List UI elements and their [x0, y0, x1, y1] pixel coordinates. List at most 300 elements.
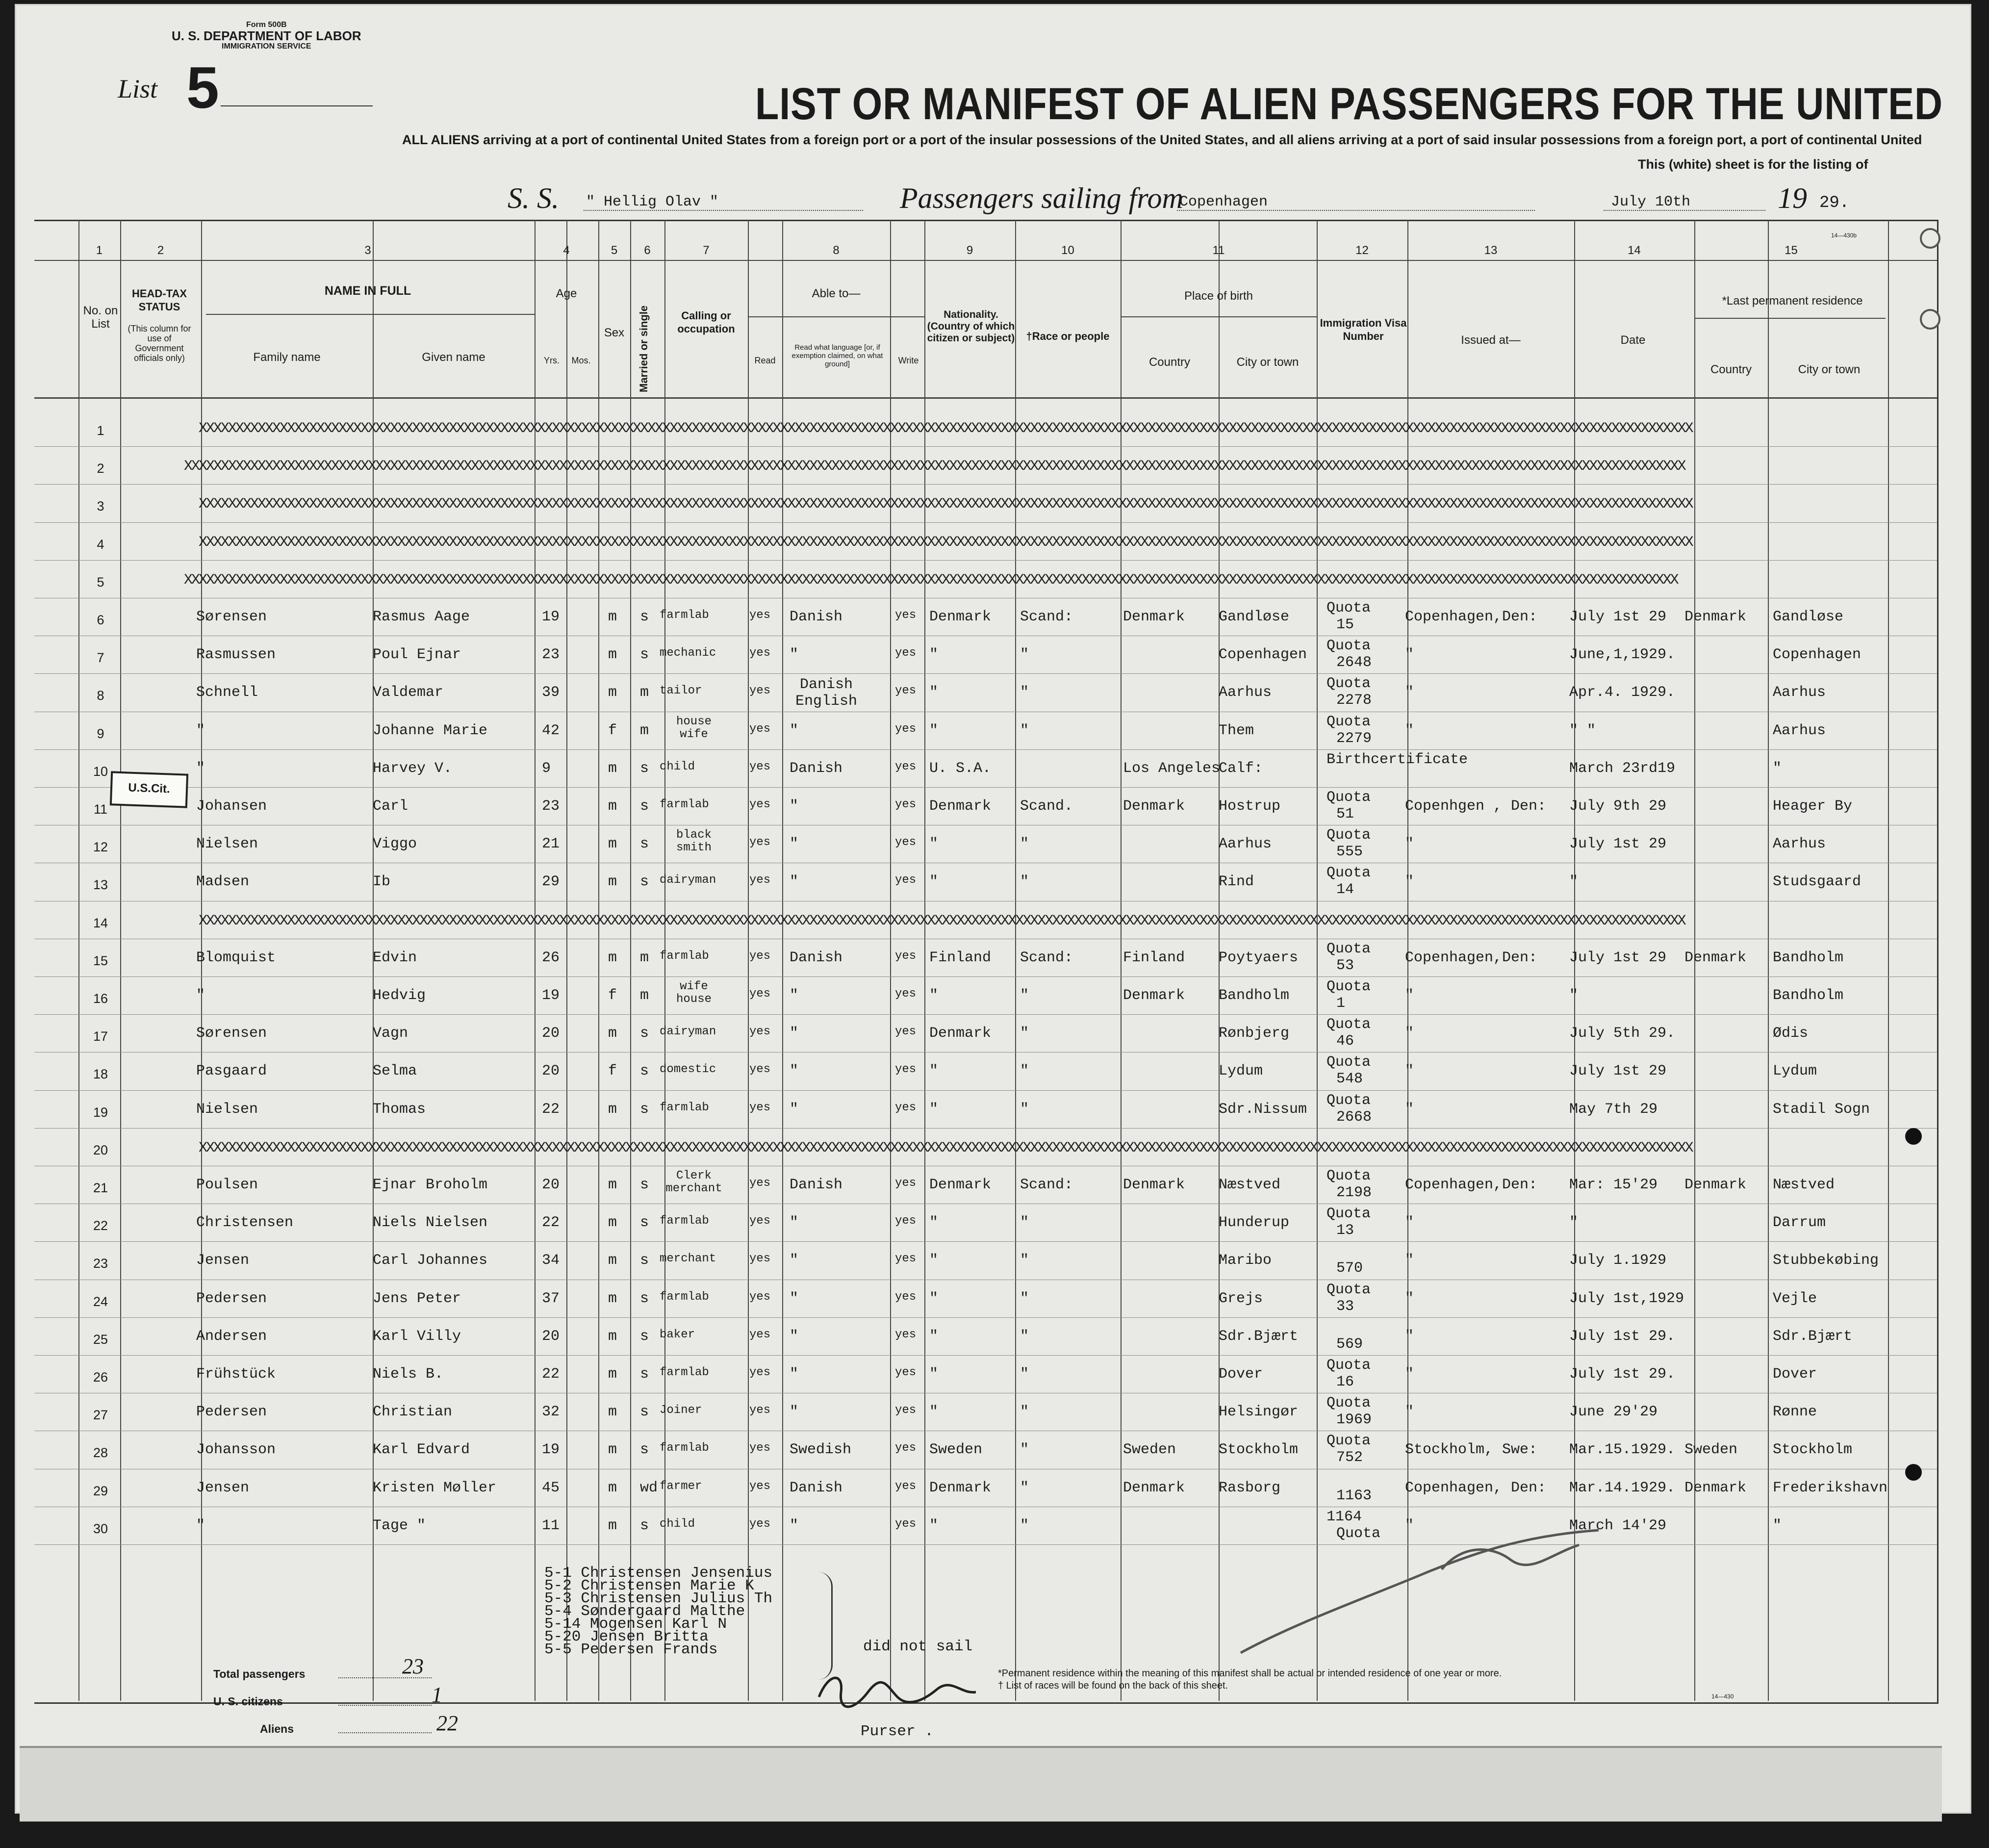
- header-bottom-rule: [34, 397, 1937, 399]
- cell-given: Karl Edvard: [373, 1441, 470, 1459]
- cell-given: Thomas: [373, 1101, 426, 1118]
- hdr-birth-city: City or town: [1236, 356, 1299, 369]
- cell-country: Denmark: [1123, 1177, 1185, 1193]
- cell-issued: ": [1405, 1404, 1414, 1421]
- footnote-residence: *Permanent residence within the meaning of this manifest shall be actual or intended residence of one year or more.: [998, 1668, 1502, 1679]
- cell-rcity: Darrum: [1773, 1214, 1826, 1232]
- column-rule: [78, 220, 79, 1701]
- cell-nat: ": [929, 873, 939, 891]
- row-number: 13: [93, 877, 108, 893]
- cell-given: Kristen Møller: [373, 1479, 497, 1496]
- cell-issued: ": [1405, 1517, 1414, 1534]
- cell-age: 19: [542, 609, 560, 625]
- hdr-read-language: Read what language [or, if exemption claimed, on what ground]: [791, 343, 883, 368]
- not-sailed-item: 5-3 Christensen Julius Th: [544, 1590, 773, 1607]
- cell-read: yes: [749, 1441, 771, 1455]
- citizens-line: [338, 1705, 432, 1706]
- cell-write: yes: [895, 1517, 917, 1531]
- cell-read: yes: [749, 722, 771, 736]
- cell-ms: m: [640, 949, 649, 966]
- cell-visa2: 2198: [1336, 1184, 1372, 1201]
- cell-nat: Finland: [929, 949, 992, 966]
- cell-race: Scand:: [1020, 609, 1073, 625]
- cell-city: Aarhus: [1219, 684, 1272, 701]
- cell-occ: baker: [660, 1328, 695, 1341]
- column-number: 13: [1484, 244, 1498, 257]
- hdr-issued-at: Issued at—: [1461, 334, 1521, 347]
- cell-nat: ": [929, 1328, 939, 1345]
- cell-age: 11: [542, 1517, 560, 1534]
- cell-write: yes: [895, 1101, 917, 1114]
- cell-occ: house wife: [676, 715, 712, 741]
- cell-family: ": [196, 1517, 205, 1534]
- cell-visa2: 1969: [1336, 1412, 1372, 1429]
- hdr-visa: Immigration Visa Number: [1320, 317, 1407, 342]
- column-number: 8: [833, 244, 840, 257]
- column-rule: [1888, 220, 1889, 1701]
- cell-given: Ejnar Broholm: [373, 1177, 488, 1193]
- binder-hole: [1905, 1464, 1922, 1481]
- us-citizen-stamp: U.S.Cit.: [110, 771, 188, 808]
- cell-visa2: 570: [1336, 1260, 1363, 1277]
- struck-row: XXXXXXXXXXXXXXXXXXXXXXXXXXXXXXXXXXXXXXXXXXXXXXXXXXXXXXXXXXXXXXXXXXXXXXXXXXXXXXXXXXXXXXXXXXXXXXXXXXXXXXXXXXXXXXXXXXXXXXXXXXXXXXXXXXXXXXXXXXXXXXXXXXXXXXXXXXXXXXXXXXXXXXXXXXXXXXXXXXXXXXXXXXXXXXXXXXXXXXXXXX: [199, 912, 1685, 929]
- cell-age: 23: [542, 646, 560, 664]
- cell-rcountry: Denmark: [1684, 949, 1747, 966]
- cell-lang: ": [790, 646, 799, 664]
- cell-city: Them: [1219, 722, 1254, 739]
- cell-sex: m: [608, 1441, 617, 1459]
- cell-ms: s: [640, 836, 649, 853]
- cell-sex: m: [608, 684, 617, 701]
- cell-rcity: ": [1773, 1517, 1782, 1534]
- cell-write: yes: [895, 873, 917, 887]
- cell-family: ": [196, 760, 205, 777]
- row-number: 1: [97, 423, 104, 438]
- cell-write: yes: [895, 1441, 917, 1455]
- cell-issued: ": [1405, 1290, 1414, 1307]
- cell-race: ": [1020, 1252, 1029, 1269]
- cell-given: Vagn: [373, 1025, 408, 1042]
- cell-visa1: Quota: [1326, 789, 1371, 806]
- row-number: 3: [97, 499, 104, 514]
- cell-visa1: Quota: [1326, 713, 1371, 730]
- cell-issued: ": [1405, 1252, 1414, 1269]
- column-rule: [630, 220, 631, 1701]
- cell-issued: Copenhagen,Den:: [1405, 949, 1538, 966]
- hdr-head-tax: HEAD-TAX STATUS: [131, 287, 187, 313]
- hdr-family-name: Family name: [253, 351, 321, 364]
- cell-race: ": [1020, 1328, 1029, 1345]
- cell-family: Poulsen: [196, 1177, 258, 1193]
- cell-race: Scand:: [1020, 1177, 1073, 1193]
- cell-sex: m: [608, 949, 617, 966]
- cell-nat: ": [929, 1063, 939, 1080]
- hdr-race: †Race or people: [1026, 330, 1110, 342]
- cell-nat: U. S.A.: [929, 760, 992, 777]
- column-rule: [748, 220, 749, 1701]
- cell-vdate: ": [1569, 1214, 1579, 1232]
- cell-vdate: ": [1569, 987, 1579, 1004]
- cell-visa2: Quota: [1336, 1525, 1381, 1542]
- ship-label: S. S.: [508, 182, 559, 214]
- cell-write: yes: [895, 1025, 917, 1039]
- cell-occ: wife house: [676, 980, 712, 1006]
- cell-issued: Copenhagen,Den:: [1405, 609, 1538, 625]
- cell-city: Gandløse: [1219, 609, 1290, 625]
- cell-nat: ": [929, 1290, 939, 1307]
- cell-read: yes: [749, 798, 771, 811]
- cell-nat: ": [929, 987, 939, 1004]
- cell-visa1: Quota: [1326, 1054, 1371, 1071]
- cell-ms: m: [640, 722, 649, 739]
- cell-ms: s: [640, 609, 649, 625]
- cell-family: Frühstück: [196, 1366, 276, 1383]
- cell-family: Pasgaard: [196, 1063, 267, 1080]
- cell-city: Sdr.Bjært: [1219, 1328, 1299, 1345]
- cell-visa2: 53: [1336, 957, 1354, 974]
- cell-ms: s: [640, 1366, 649, 1383]
- hdr-married: Married or single: [638, 305, 650, 392]
- cell-given: Niels Nielsen: [373, 1214, 488, 1232]
- cell-nat: ": [929, 1252, 939, 1269]
- cell-rcity: Copenhagen: [1773, 646, 1862, 664]
- cell-read: yes: [749, 609, 771, 622]
- cell-occ: Clerk merchant: [665, 1169, 722, 1195]
- cell-sex: m: [608, 1517, 617, 1534]
- cell-sex: m: [608, 1366, 617, 1383]
- row-number: 9: [97, 726, 104, 741]
- cell-vdate: July 1st 29.: [1569, 1366, 1676, 1383]
- cell-occ: dairyman: [660, 1025, 716, 1039]
- cell-nat: ": [929, 1517, 939, 1534]
- cell-city: Rind: [1219, 873, 1254, 891]
- cell-visa1: Quota: [1326, 1433, 1371, 1450]
- cell-rcity: Stadil Sogn: [1773, 1101, 1870, 1118]
- cell-family: ": [196, 722, 205, 739]
- column-number: 10: [1061, 244, 1074, 257]
- cell-given: Harvey V.: [373, 760, 453, 777]
- cell-given: Karl Villy: [373, 1328, 461, 1345]
- cell-ms: s: [640, 760, 649, 777]
- hdr-read: Read: [754, 356, 776, 365]
- binder-hole: [1920, 228, 1940, 249]
- cell-age: 22: [542, 1101, 560, 1118]
- cell-visa1: Quota: [1326, 1168, 1371, 1184]
- total-passengers-value: 23: [402, 1654, 424, 1678]
- form-number: Form 500B: [246, 21, 287, 29]
- cell-ms: s: [640, 798, 649, 815]
- cell-age: 20: [542, 1025, 560, 1042]
- cell-family: Madsen: [196, 873, 250, 891]
- column-number: 2: [157, 244, 164, 257]
- cell-issued: Copenhgen , Den:: [1405, 798, 1547, 815]
- cell-race: ": [1020, 684, 1029, 701]
- cell-family: Nielsen: [196, 836, 258, 853]
- row-number: 6: [97, 613, 104, 627]
- cell-read: yes: [749, 1177, 771, 1190]
- cell-race: ": [1020, 1214, 1029, 1232]
- column-rule: [1121, 220, 1122, 1701]
- list-label: List: [118, 74, 158, 103]
- cell-lang: ": [790, 1404, 799, 1421]
- cell-read: yes: [749, 1252, 771, 1266]
- cell-lang: ": [790, 1063, 799, 1080]
- year-suffix: 29.: [1819, 194, 1850, 212]
- row-rule: [34, 560, 1937, 561]
- cell-occ: dairyman: [660, 873, 716, 887]
- struck-row: XXXXXXXXXXXXXXXXXXXXXXXXXXXXXXXXXXXXXXXXXXXXXXXXXXXXXXXXXXXXXXXXXXXXXXXXXXXXXXXXXXXXXXXXXXXXXXXXXXXXXXXXXXXXXXXXXXXXXXXXXXXXXXXXXXXXXXXXXXXXXXXXXXXXXXXXXXXXXXXXXXXXXXXXXXXXXXXXXXXXXXXXXXXXXXXXXXXXXXXXXXXX: [184, 458, 1685, 475]
- row-rule: [34, 522, 1937, 523]
- cell-occ: farmlab: [660, 1441, 709, 1455]
- list-number: 5: [186, 55, 219, 121]
- column-number: 7: [703, 244, 710, 257]
- cell-rcity: ": [1773, 760, 1782, 777]
- cell-visa2: 569: [1336, 1335, 1363, 1353]
- ship-line: [584, 210, 863, 211]
- cell-read: yes: [749, 1214, 771, 1228]
- cell-visa1: Quota: [1326, 1016, 1371, 1033]
- cell-age: 20: [542, 1063, 560, 1080]
- cell-visa2: 2279: [1336, 730, 1372, 747]
- cell-write: yes: [895, 684, 917, 698]
- cell-write: yes: [895, 836, 917, 849]
- cell-family: Pedersen: [196, 1404, 267, 1421]
- cell-family: Jensen: [196, 1252, 250, 1269]
- cell-age: 32: [542, 1404, 560, 1421]
- cell-read: yes: [749, 1479, 771, 1493]
- cell-rcity: Aarhus: [1773, 684, 1826, 701]
- cell-given: Jens Peter: [373, 1290, 461, 1307]
- binder-hole: [1920, 309, 1940, 330]
- cell-issued: ": [1405, 684, 1414, 701]
- column-rule: [924, 220, 925, 1701]
- cell-issued: ": [1405, 646, 1414, 664]
- cell-vdate: July 1.1929: [1569, 1252, 1667, 1269]
- cell-lang: ": [790, 1366, 799, 1383]
- form-number-block: [172, 20, 361, 52]
- port-line: [1177, 210, 1535, 211]
- row-rule: [34, 1241, 1937, 1242]
- cell-read: yes: [749, 760, 771, 773]
- row-number: 2: [97, 461, 104, 476]
- cell-rcity: Rønne: [1773, 1404, 1817, 1421]
- cell-occ: domestic: [660, 1063, 716, 1077]
- cell-age: 37: [542, 1290, 560, 1307]
- cell-race: ": [1020, 1517, 1029, 1534]
- cell-lang: ": [790, 1025, 799, 1042]
- cell-issued: ": [1405, 836, 1414, 853]
- cell-lang: ": [790, 1101, 799, 1118]
- cell-lang: ": [790, 1290, 799, 1307]
- aliens-label: Aliens: [260, 1722, 294, 1735]
- cell-ms: s: [640, 646, 649, 664]
- cell-city: Sdr.Nissum: [1219, 1101, 1307, 1118]
- cell-ms: m: [640, 684, 649, 701]
- cell-nat: ": [929, 1404, 939, 1421]
- cell-visa1: Quota: [1326, 1395, 1371, 1412]
- cell-visa2: 13: [1336, 1222, 1354, 1239]
- row-number: 11: [93, 802, 108, 817]
- date-line: [1604, 210, 1765, 211]
- cell-nat: Denmark: [929, 1025, 992, 1042]
- cell-write: yes: [895, 646, 917, 660]
- cell-given: Valdemar: [373, 684, 444, 701]
- cell-lang: ": [790, 798, 799, 815]
- cell-race: ": [1020, 722, 1029, 739]
- cell-rcity: Ødis: [1773, 1025, 1809, 1042]
- cell-age: 42: [542, 722, 560, 739]
- cell-family: Jensen: [196, 1479, 250, 1496]
- cell-city: Helsingør: [1219, 1404, 1299, 1421]
- cell-sex: m: [608, 1328, 617, 1345]
- cell-nat: ": [929, 684, 939, 701]
- cell-race: ": [1020, 1479, 1029, 1496]
- column-number: 5: [611, 244, 618, 257]
- inspector-signature: [1236, 1515, 1608, 1663]
- cell-write: yes: [895, 1214, 917, 1228]
- cell-family: Johansson: [196, 1441, 276, 1459]
- column-rule: [566, 220, 567, 1701]
- cell-age: 26: [542, 949, 560, 966]
- cell-city: Bandholm: [1219, 987, 1290, 1004]
- cell-sex: m: [608, 1214, 617, 1232]
- row-number: 8: [97, 688, 104, 703]
- cell-city: Hunderup: [1219, 1214, 1290, 1232]
- cell-given: Selma: [373, 1063, 417, 1080]
- cell-lang: ": [790, 873, 799, 891]
- hdr-res-country: Country: [1710, 363, 1752, 376]
- cell-ms: s: [640, 1517, 649, 1534]
- cell-ms: s: [640, 1441, 649, 1459]
- cell-occ: farmlab: [660, 949, 709, 963]
- cell-nat: Denmark: [929, 798, 992, 815]
- cell-given: Carl: [373, 798, 408, 815]
- hdr-visa-date: Date: [1620, 334, 1646, 347]
- cell-visa1: Quota: [1326, 1357, 1371, 1374]
- cell-family: Blomquist: [196, 949, 276, 966]
- cell-issued: Copenhagen, Den:: [1405, 1479, 1547, 1496]
- cell-vdate: July 1st 29.: [1569, 1328, 1676, 1345]
- struck-row: XXXXXXXXXXXXXXXXXXXXXXXXXXXXXXXXXXXXXXXXXXXXXXXXXXXXXXXXXXXXXXXXXXXXXXXXXXXXXXXXXXXXXXXXXXXXXXXXXXXXXXXXXXXXXXXXXXXXXXXXXXXXXXXXXXXXXXXXXXXXXXXXXXXXXXXXXXXXXXXXXXXXXXXXXXXXXXXXXXXXXXXXXXXXXXXXXXXXXXXXXXX: [199, 496, 1692, 513]
- column-rule: [598, 220, 599, 1701]
- cell-nat: ": [929, 1214, 939, 1232]
- cell-issued: Stockholm, Swe:: [1405, 1441, 1538, 1459]
- row-number: 20: [93, 1142, 108, 1157]
- cell-rcity: Vejle: [1773, 1290, 1817, 1307]
- row-number: 16: [93, 991, 108, 1006]
- cell-age: 9: [542, 760, 551, 777]
- cell-occ: child: [660, 760, 695, 773]
- cell-race: ": [1020, 987, 1029, 1004]
- column-number: 14: [1628, 244, 1641, 257]
- cell-vdate: Mar: 15'29: [1569, 1177, 1658, 1193]
- not-sailed-list: [544, 1567, 772, 1656]
- cell-age: 20: [542, 1328, 560, 1345]
- cell-lang: ": [790, 1328, 799, 1345]
- row-rule: [34, 787, 1937, 788]
- cell-family: Schnell: [196, 684, 258, 701]
- cell-nat: Denmark: [929, 609, 992, 625]
- cell-ms: m: [640, 987, 649, 1004]
- cell-lang: ": [790, 1517, 799, 1534]
- cell-country: Denmark: [1123, 1479, 1185, 1496]
- hdr-res-city: City or town: [1798, 363, 1861, 376]
- cell-city: Rasborg: [1219, 1479, 1281, 1496]
- cell-race: ": [1020, 873, 1029, 891]
- cell-ms: s: [640, 1404, 649, 1421]
- cell-occ: farmlab: [660, 798, 709, 811]
- subtitle: ALL ALIENS arriving at a port of continental United States from a foreign port or a port of the insular possessions of the United States, and all aliens arriving at a port of said insular possessions from a foreign port, a port of continental United: [402, 132, 1922, 147]
- cell-write: yes: [895, 1063, 917, 1077]
- total-passengers-label: Total passengers: [213, 1668, 306, 1680]
- cell-given: Carl Johannes: [373, 1252, 488, 1269]
- column-rule: [1317, 220, 1318, 1701]
- cell-vdate: July 1st,1929: [1569, 1290, 1684, 1307]
- cell-given: Viggo: [373, 836, 417, 853]
- row-number: 23: [93, 1256, 108, 1271]
- cell-age: 20: [542, 1177, 560, 1193]
- row-rule: [34, 1544, 1937, 1545]
- cell-rcity: Studsgaard: [1773, 873, 1862, 891]
- cell-lang: ": [790, 722, 799, 739]
- ship-name: " Hellig Olav ": [586, 194, 719, 210]
- not-sailed-item: 5-5 Pedersen Frands: [544, 1641, 718, 1658]
- cell-lang: ": [790, 1252, 799, 1269]
- cell-ms: s: [640, 1328, 649, 1345]
- cell-given: Christian: [373, 1404, 453, 1421]
- cell-lang: ": [790, 1214, 799, 1232]
- cell-visa2: 33: [1336, 1298, 1354, 1315]
- cell-issued: ": [1405, 1101, 1414, 1118]
- cell-visa2: 2278: [1336, 692, 1372, 709]
- cell-age: 29: [542, 873, 560, 891]
- service-name: IMMIGRATION SERVICE: [222, 42, 311, 51]
- row-rule: [34, 484, 1937, 485]
- column-number-rule: [34, 260, 1937, 261]
- cell-family: Sørensen: [196, 1025, 267, 1042]
- cell-rcity: Frederikshavn: [1773, 1479, 1888, 1496]
- year-prefix: 19: [1778, 182, 1807, 214]
- cell-city: Rønbjerg: [1219, 1025, 1290, 1042]
- cell-age: 21: [542, 836, 560, 853]
- cell-rcity: Heager By: [1773, 798, 1853, 815]
- cell-ms: s: [640, 1177, 649, 1193]
- cell-vdate: " ": [1569, 722, 1596, 739]
- hdr-months: Mos.: [571, 356, 591, 365]
- cell-city: Dover: [1219, 1366, 1263, 1383]
- cell-read: yes: [749, 1025, 771, 1039]
- cell-visa2: 752: [1336, 1449, 1363, 1466]
- not-sailed-item: 5-1 Christensen Jensenius: [544, 1565, 773, 1582]
- cell-sex: m: [608, 873, 617, 891]
- cell-city: Stockholm: [1219, 1441, 1299, 1459]
- cell-sex: m: [608, 836, 617, 853]
- cell-race: ": [1020, 1025, 1029, 1042]
- cell-write: yes: [895, 1290, 917, 1304]
- cell-age: 23: [542, 798, 560, 815]
- cell-city: Copenhagen: [1219, 646, 1307, 664]
- cell-lang: Danish: [790, 1177, 843, 1193]
- cell-read: yes: [749, 1517, 771, 1531]
- cell-sex: m: [608, 798, 617, 815]
- column-number: 12: [1355, 244, 1369, 257]
- aliens-line: [338, 1732, 432, 1733]
- cell-given: Tage ": [373, 1517, 426, 1534]
- cell-age: 45: [542, 1479, 560, 1496]
- cell-write: yes: [895, 798, 917, 811]
- cell-vdate: July 1st 29: [1569, 949, 1667, 966]
- cell-sex: m: [608, 1290, 617, 1307]
